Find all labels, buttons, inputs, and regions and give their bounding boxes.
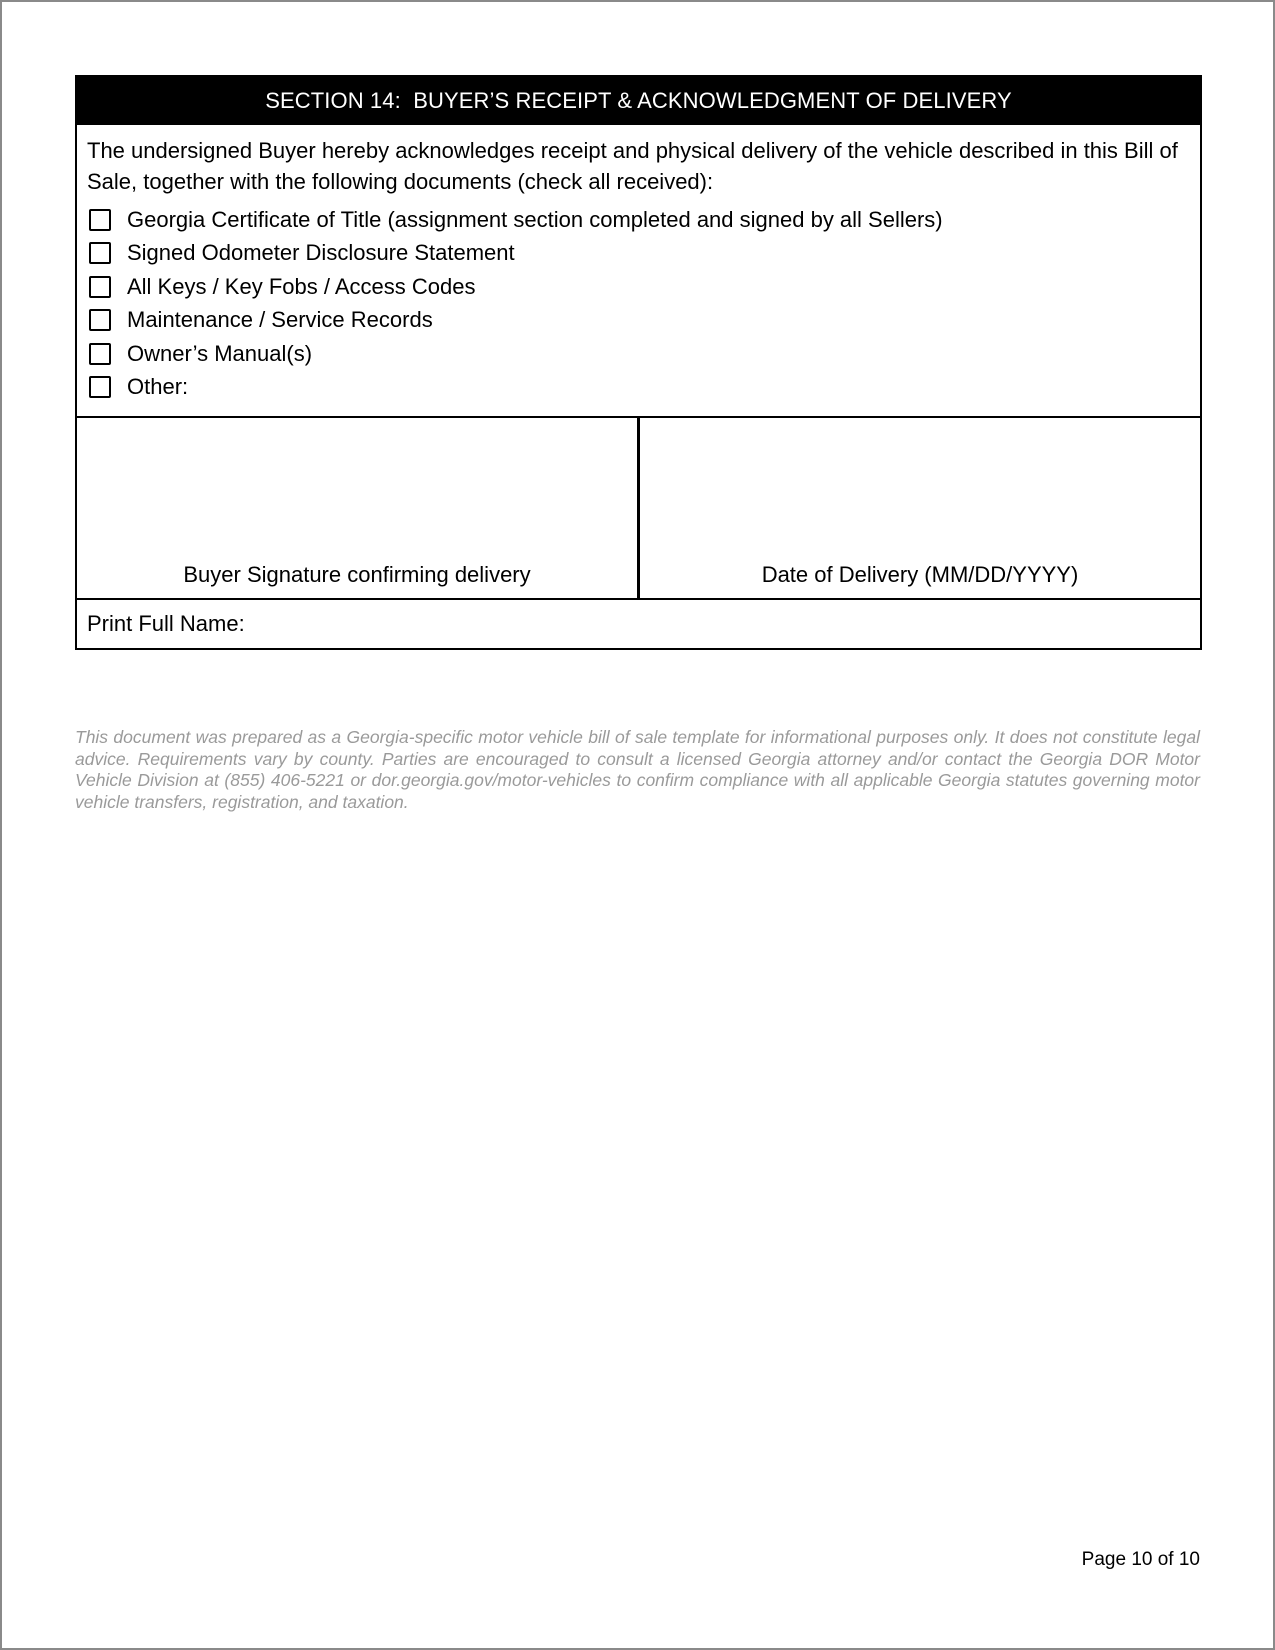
print-name-label: Print Full Name: bbox=[87, 611, 245, 636]
checkbox-title[interactable] bbox=[89, 209, 111, 231]
checkbox-keys[interactable] bbox=[89, 276, 111, 298]
checklist-item-maintenance bbox=[89, 304, 1190, 338]
section-title: SECTION 14: BUYER’S RECEIPT & ACKNOWLEDGMENT OF DELIVERY bbox=[77, 77, 1200, 125]
buyer-signature-field[interactable] bbox=[77, 418, 637, 598]
checkbox-maintenance[interactable] bbox=[89, 309, 111, 331]
checklist-item-other bbox=[89, 371, 1190, 405]
intro-text: The undersigned Buyer hereby acknowledges receipt and physical delivery of the vehicle described in this Bill of Sale, together with the following documents (check all received): bbox=[87, 138, 1178, 194]
print-name-field[interactable] bbox=[77, 598, 1200, 648]
checklist-label: All Keys / Key Fobs / Access Codes bbox=[127, 273, 476, 299]
checklist-item-odometer bbox=[89, 237, 1190, 271]
checklist-label: Georgia Certificate of Title (assignment section completed and signed by all Sellers) bbox=[127, 206, 943, 232]
buyer-signature-label: Buyer Signature confirming delivery bbox=[183, 562, 531, 587]
checklist-label: Owner’s Manual(s) bbox=[127, 340, 313, 366]
signature-row bbox=[77, 416, 1200, 598]
legal-disclaimer: This document was prepared as a Georgia-specific motor vehicle bill of sale template for informational purposes only. It does not constitute legal advice. Requirements vary by county. Parties are encouraged to consult a licensed Georgia attorney and/or contact the Georgia DOR Motor Vehicle Division at (855) 406-5221 or dor.georgia.gov/motor-vehicles to confirm compliance with all applicable Georgia statutes governing motor vehicle transfers, registration, and taxation. bbox=[75, 727, 1200, 812]
checklist-label: Maintenance / Service Records bbox=[127, 307, 433, 333]
checklist-item-keys bbox=[89, 270, 1190, 304]
delivery-date-field[interactable] bbox=[637, 418, 1200, 598]
checklist-item-title bbox=[89, 203, 1190, 237]
checklist-item-manuals bbox=[89, 337, 1190, 371]
checkbox-other[interactable] bbox=[89, 376, 111, 398]
delivery-date-label: Date of Delivery (MM/DD/YYYY) bbox=[761, 562, 1079, 587]
checkbox-manuals[interactable] bbox=[89, 343, 111, 365]
page-number: Page 10 of 10 bbox=[1081, 1549, 1200, 1570]
documents-checklist bbox=[77, 203, 1200, 416]
checkbox-odometer[interactable] bbox=[89, 242, 111, 264]
checklist-label: Signed Odometer Disclosure Statement bbox=[127, 240, 515, 266]
checklist-label: Other: bbox=[127, 374, 189, 400]
delivery-acknowledgment-section bbox=[75, 75, 1202, 650]
